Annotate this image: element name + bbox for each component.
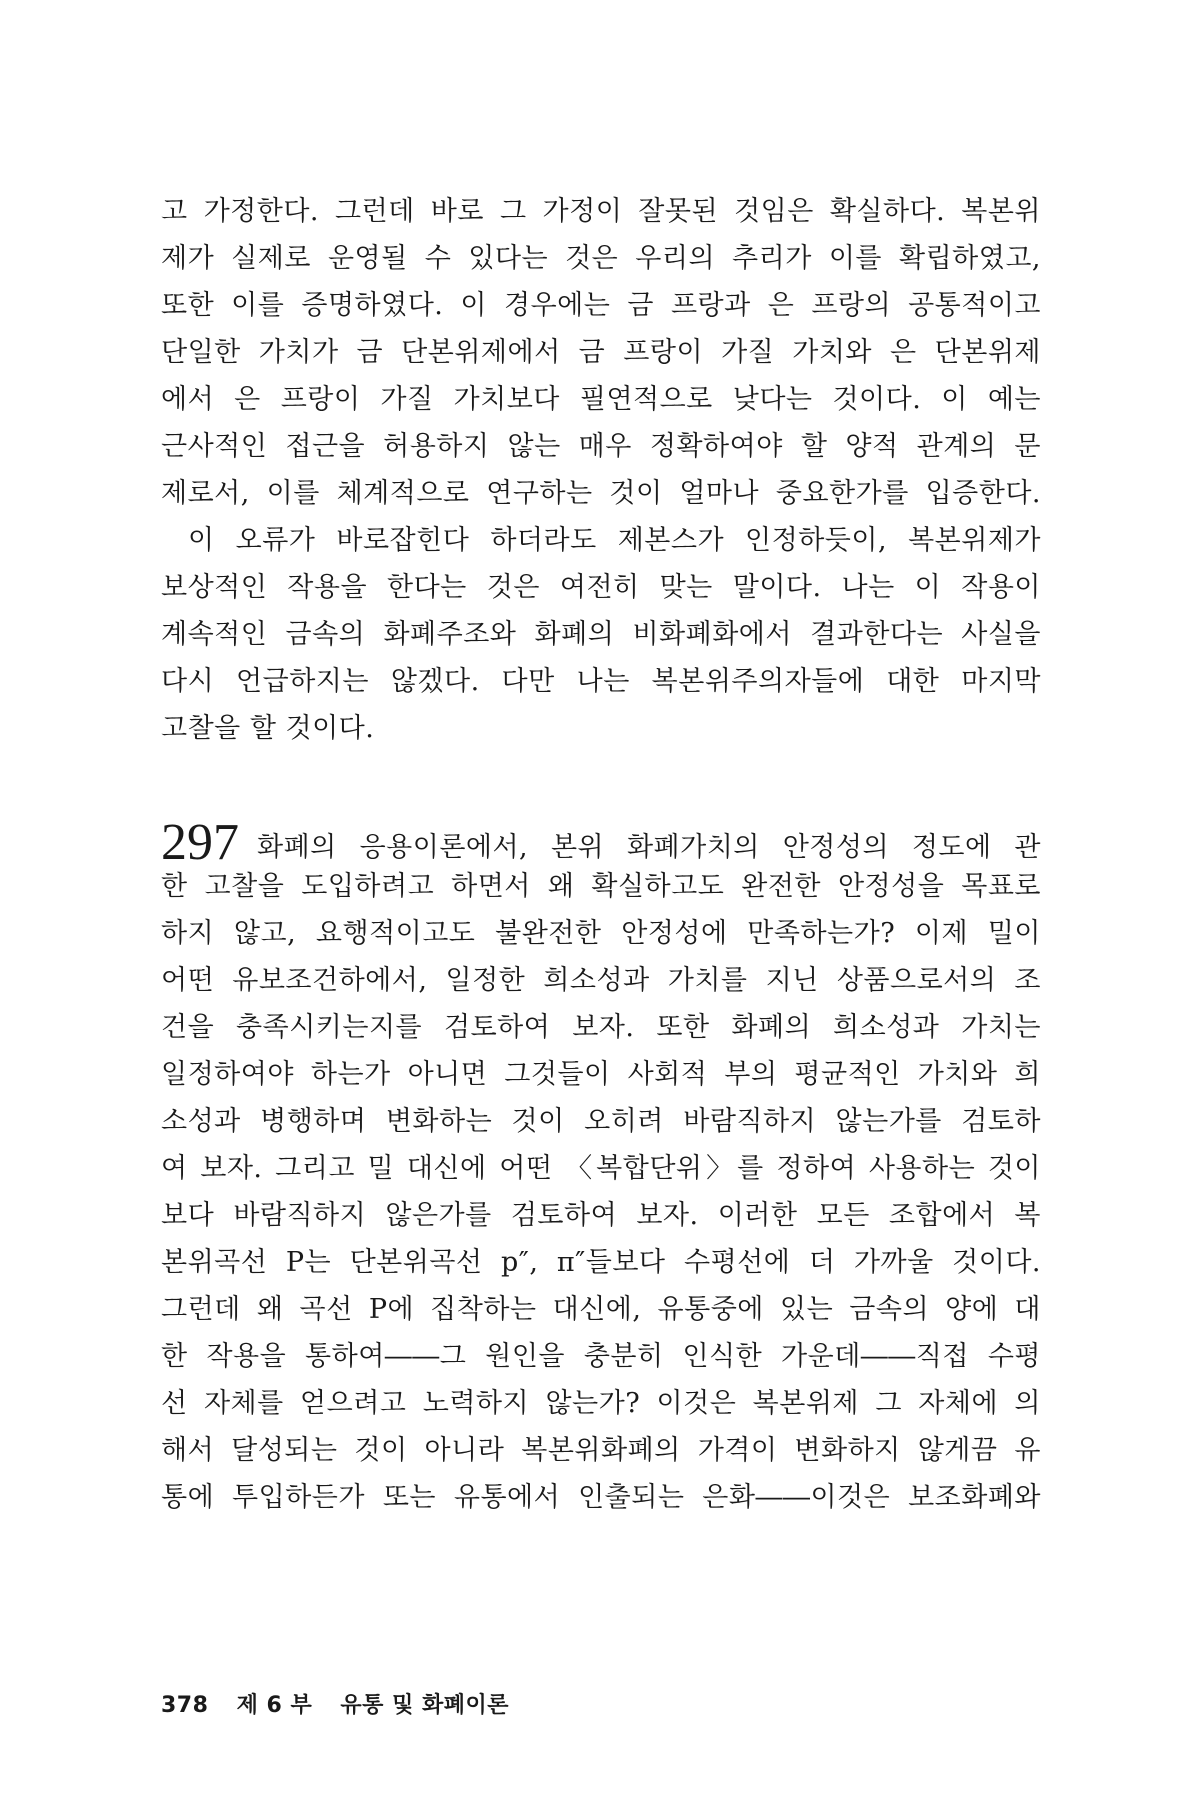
text-line: 화폐의 응용이론에서, 본위 화폐가치의 안정성의 정도에 관 [257, 832, 1041, 863]
text-line: 보다 바람직하지 않은가를 검토하여 보자. 이러한 모든 조합에서 복 [161, 1200, 1041, 1231]
text-line: 통에 투입하든가 또는 유통에서 인출되는 은화――이것은 보조화폐와 [161, 1482, 1041, 1513]
text-line: 여 보자. 그리고 밀 대신에 어떤 〈복합단위〉를 정하여 사용하는 것이 [161, 1153, 1041, 1184]
page-footer [161, 1688, 509, 1719]
text-line: 그런데 왜 곡선 P에 집착하는 대신에, 유통중에 있는 금속의 양에 대 [161, 1294, 1041, 1325]
text-line: 하지 않고, 요행적이고도 불완전한 안정성에 만족하는가? 이제 밀이 [161, 918, 1041, 949]
text-line: 에서 은 프랑이 가질 가치보다 필연적으로 낮다는 것이다. 이 예는 [161, 384, 1041, 415]
text-line: 계속적인 금속의 화폐주조와 화폐의 비화폐화에서 결과한다는 사실을 [161, 619, 1041, 650]
section-number: 297 [161, 814, 239, 871]
text-line: 다시 언급하지는 않겠다. 다만 나는 복본위주의자들에 대한 마지막 [161, 666, 1041, 697]
text-line: 이 오류가 바로잡힌다 하더라도 제본스가 인정하듯이, 복본위제가 [188, 525, 1041, 556]
running-title: 유통 및 화폐이론 [340, 1693, 510, 1718]
page-number: 378 [161, 1693, 209, 1718]
text-line: 일정하여야 하는가 아니면 그것들이 사회적 부의 평균적인 가치와 희 [161, 1059, 1041, 1090]
text-line: 소성과 병행하며 변화하는 것이 오히려 바람직하지 않는가를 검토하 [161, 1106, 1041, 1137]
text-line: 제가 실제로 운영될 수 있다는 것은 우리의 추리가 이를 확립하였고, [161, 243, 1041, 274]
text-line: 근사적인 접근을 허용하지 않는 매우 정확하여야 할 양적 관계의 문 [161, 431, 1041, 462]
text-line: 고찰을 할 것이다. [161, 713, 375, 744]
text-line: 보상적인 작용을 한다는 것은 여전히 맞는 말이다. 나는 이 작용이 [161, 572, 1041, 603]
text-line: 제로서, 이를 체계적으로 연구하는 것이 얼마나 중요한가를 입증한다. [161, 478, 1041, 509]
text-line: 고 가정한다. 그런데 바로 그 가정이 잘못된 것임은 확실하다. 복본위 [161, 196, 1041, 227]
text-line: 해서 달성되는 것이 아니라 복본위화폐의 가격이 변화하지 않게끔 유 [161, 1435, 1041, 1466]
text-line: 본위곡선 P는 단본위곡선 p″, π″들보다 수평선에 더 가까울 것이다. [161, 1247, 1041, 1278]
text-line: 건을 충족시키는지를 검토하여 보자. 또한 화폐의 희소성과 가치는 [161, 1012, 1041, 1043]
body-text-upper [161, 188, 1041, 752]
text-line: 한 고찰을 도입하려고 하면서 왜 확실하고도 완전한 안정성을 목표로 [161, 871, 1041, 902]
part-label: 제 6 부 [236, 1693, 313, 1718]
section-first-line [161, 814, 1041, 871]
text-line: 단일한 가치가 금 단본위제에서 금 프랑이 가질 가치와 은 단본위제 [161, 337, 1041, 368]
section-297 [161, 816, 1041, 1521]
text-line: 한 작용을 통하여――그 원인을 충분히 인식한 가운데――직접 수평 [161, 1341, 1041, 1372]
text-line: 또한 이를 증명하였다. 이 경우에는 금 프랑과 은 프랑의 공통적이고 [161, 290, 1041, 321]
text-line: 선 자체를 얻으려고 노력하지 않는가? 이것은 복본위제 그 자체에 의 [161, 1388, 1041, 1419]
text-line: 어떤 유보조건하에서, 일정한 희소성과 가치를 지닌 상품으로서의 조 [161, 965, 1041, 996]
